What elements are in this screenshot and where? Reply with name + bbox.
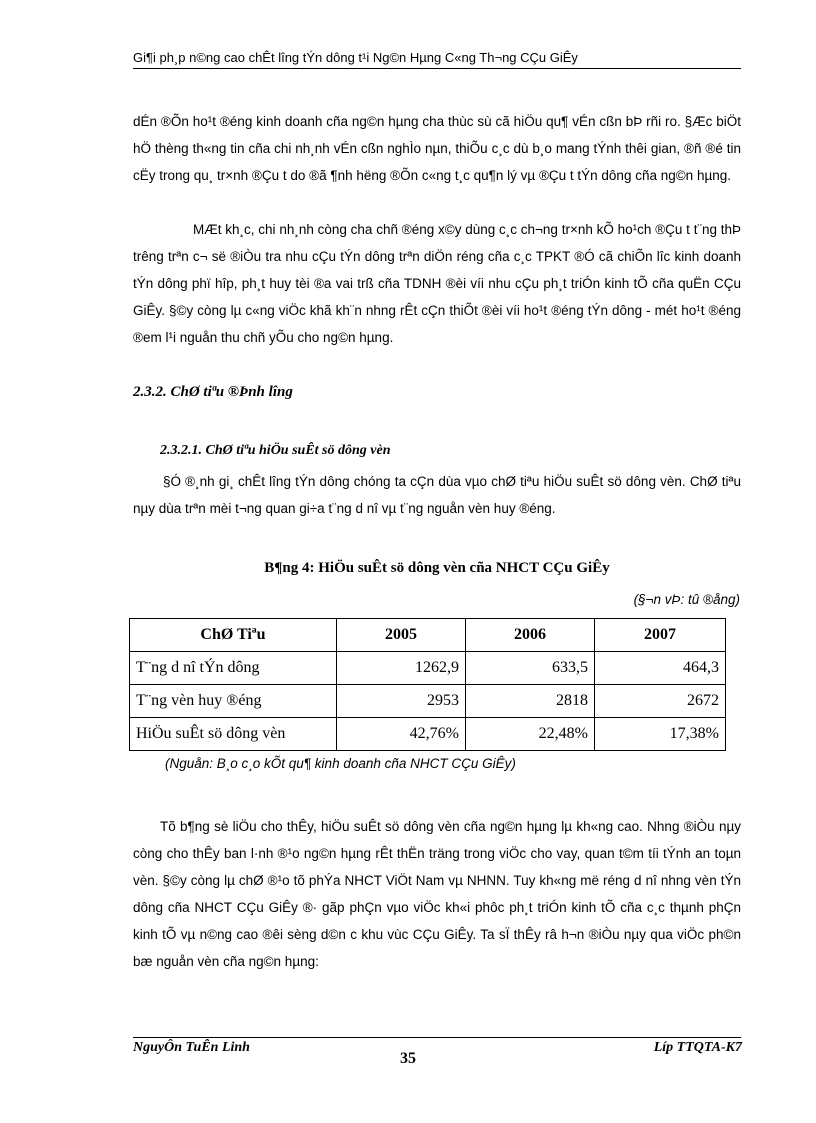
section-heading: 2.3.2. ChØ tiªu ®Þnh lîng bbox=[133, 384, 293, 400]
table-cell: T¨ng d nî tÝn dông bbox=[130, 652, 337, 685]
table-cell: 1262,9 bbox=[337, 652, 466, 685]
page-number: 35 bbox=[400, 1050, 416, 1067]
table-cell: 464,3 bbox=[595, 652, 726, 685]
table-caption: B¶ng 4: HiÖu suÊt sö dông vèn cña NHCT CÇu GiÊy bbox=[264, 560, 610, 576]
footer-author: NguyÔn TuÊn Linh bbox=[133, 1040, 250, 1055]
table-cell: 2818 bbox=[466, 685, 595, 718]
footer-divider bbox=[133, 1037, 741, 1038]
running-header: Gi¶i ph¸p n©ng cao chÊt lîng tÝn dông t¹i Ng©n Hµng C«ng Th¬ng CÇu GiÊy bbox=[133, 50, 578, 65]
subsection-heading: 2.3.2.1. ChØ tiªu hiÖu suÊt sö dông vèn bbox=[160, 443, 391, 458]
table-unit: (§¬n vÞ: tû ®ång) bbox=[633, 592, 740, 607]
table-cell: 42,76% bbox=[337, 718, 466, 751]
table-cell: 2672 bbox=[595, 685, 726, 718]
table-cell: 2953 bbox=[337, 685, 466, 718]
paragraph-4: Tõ b¶ng sè liÖu cho thÊy, hiÖu suÊt sö dông vèn cña ng©n hµng lµ kh«ng cao. Nhng ®iÒu nµy còng cho thÊy ban l·nh ®¹o ng©n hµng rÊt thËn träng trong viÖc cho vay, quan t©m tíi tÝnh an toµn vèn. §©y còng lµ chØ ®¹o tõ phÝa NHCT ViÖt Nam vµ NHNN. Tuy kh«ng më réng d nî nhng vèn tÝn dông cña NHCT CÇu GiÊy ®· gãp phÇn vµo viÖc kh«i phôc ph¸t triÓn kinh tÕ cña c¸c thµnh phÇn kinh tÕ vµ n©ng cao ®êi sèng d©n c khu vùc CÇu GiÊy. Ta sÏ thÊy râ h¬n ®iÒu nµy qua viÖc ph©n bæ nguån vèn cña ng©n hµng: bbox=[133, 819, 741, 969]
table-cell: 17,38% bbox=[595, 718, 726, 751]
table-source: (Nguån: B¸o c¸o kÕt qu¶ kinh doanh cña NHCT CÇu GiÊy) bbox=[165, 756, 516, 771]
table-cell: 22,48% bbox=[466, 718, 595, 751]
table-row bbox=[130, 718, 726, 751]
table-cell: T¨ng vèn huy ®éng bbox=[130, 685, 337, 718]
efficiency-table bbox=[129, 618, 726, 751]
table-header-cell: 2007 bbox=[595, 619, 726, 652]
header-divider bbox=[133, 68, 741, 69]
table-header-cell: 2005 bbox=[337, 619, 466, 652]
paragraph-2: MÆt kh¸c, chi nh¸nh còng cha chñ ®éng x©y dùng c¸c ch¬ng tr×nh kÕ ho¹ch ®Çu t t¨ng thÞ trêng trªn c¬ së ®iÒu tra nhu cÇu tÝn dông trªn diÖn réng cña c¸c TPKT ®Ó cã chiÕn lîc kinh doanh tÝn dông phï hîp, ph¸t huy tèi ®a vai trß cña TDNH ®èi víi nhu cÇu ph¸t triÓn kinh tÕ cña quËn CÇu GiÊy. §©y còng lµ c«ng viÖc khã kh¨n nhng rÊt cÇn thiÕt ®èi víi ho¹t ®éng tÝn dông - mét ho¹t ®éng ®em l¹i nguån thu chñ yÕu cho ng©n hµng. bbox=[133, 222, 741, 345]
table-header-row bbox=[130, 619, 726, 652]
table-cell: 633,5 bbox=[466, 652, 595, 685]
footer-class: Líp TTQTA-K7 bbox=[653, 1040, 742, 1055]
table-header-cell: 2006 bbox=[466, 619, 595, 652]
table-row bbox=[130, 685, 726, 718]
table-header-cell: ChØ Tiªu bbox=[130, 619, 337, 652]
table-row bbox=[130, 652, 726, 685]
paragraph-1: dÉn ®Õn ho¹t ®éng kinh doanh cña ng©n hµng cha thùc sù cã hiÖu qu¶ vÉn cßn bÞ rñi ro. §Æc biÖt hÖ thèng th«ng tin cña chi nh¸nh vÉn cßn nghÌo nµn, thiÕu c¸c dù b¸o mang tÝnh thêi gian, ®ñ ®é tin cËy trong qu¸ tr×nh ®Çu t do ®ã ¶nh hëng ®Õn c«ng t¸c qu¶n lý vµ ®Çu t tÝn dông cña ng©n hµng. bbox=[133, 114, 741, 183]
table-cell: HiÖu suÊt sö dông vèn bbox=[130, 718, 337, 751]
paragraph-3: §Ó ®¸nh gi¸ chÊt lîng tÝn dông chóng ta cÇn dùa vµo chØ tiªu hiÖu suÊt sö dông vèn. ChØ tiªu nµy dùa trªn mèi t¬ng quan gi÷a t¨ng d nî vµ t¨ng nguån vèn huy ®éng. bbox=[133, 474, 741, 516]
